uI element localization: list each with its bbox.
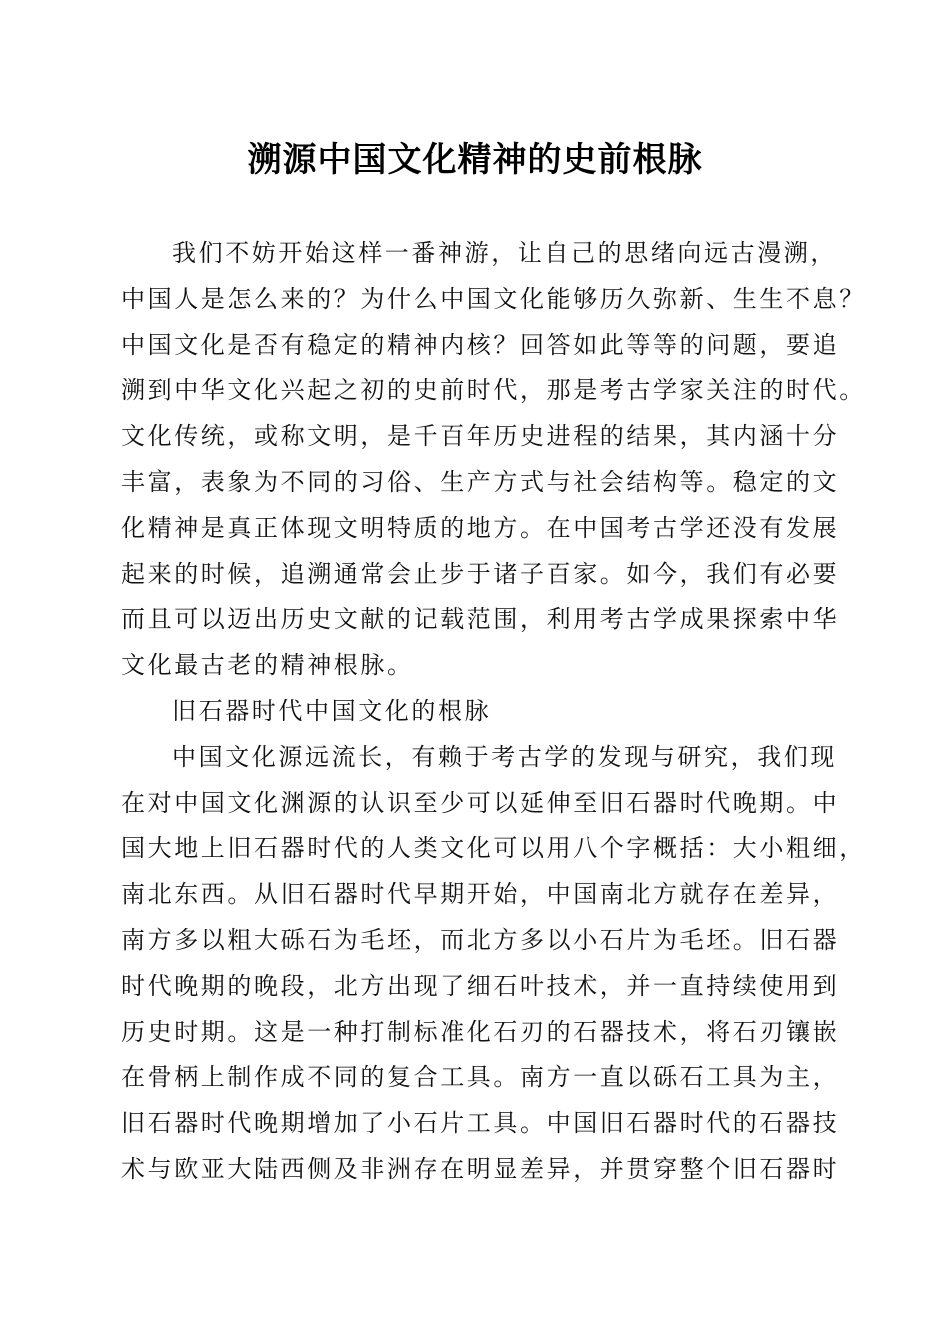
paragraph-line: 我们不妨开始这样一番神游，让自己的思绪向远古漫溯， [172, 239, 837, 267]
paragraph-line: 南北东西。从旧石器时代早期开始，中国南北方就存在差异， [121, 880, 840, 909]
paragraph-line: 时代晚期的晚段，北方出现了细石叶技术，并一直持续使用到 [121, 971, 840, 1000]
paragraph-line: 中国文化源远流长，有赖于考古学的发现与研究，我们现 [172, 742, 837, 771]
document-title: 溯源中国文化精神的史前根脉 [247, 140, 703, 180]
paragraph-line: 国大地上旧石器时代的人类文化可以用八个字概括：大小粗细， [121, 834, 866, 863]
paragraph-line: 化精神是真正体现文明特质的地方。在中国考古学还没有发展 [121, 513, 840, 542]
paragraph-line: 中国文化是否有稳定的精神内核？回答如此等等的问题，要追 [121, 330, 840, 359]
paragraph-line: 历史时期。这是一种打制标准化石刃的石器技术，将石刃镶嵌 [121, 1017, 840, 1046]
document-body [121, 231, 866, 1193]
paragraph-line: 在对中国文化渊源的认识至少可以延伸至旧石器时代晚期。中 [121, 788, 840, 817]
paragraph-line: 而且可以迈出历史文献的记载范围，利用考古学成果探索中华 [121, 605, 840, 634]
paragraph-line: 中国人是怎么来的？为什么中国文化能够历久弥新、生生不息？ [121, 284, 866, 313]
paragraph-line: 旧石器时代晚期增加了小石片工具。中国旧石器时代的石器技 [121, 1109, 840, 1138]
paragraph-line: 丰富，表象为不同的习俗、生产方式与社会结构等。稳定的文 [121, 467, 840, 496]
paragraph-line: 起来的时候，追溯通常会止步于诸子百家。如今，我们有必要 [121, 559, 840, 588]
section-heading: 旧石器时代中国文化的根脉 [172, 696, 492, 725]
paragraph-line: 南方多以粗大砾石为毛坯，而北方多以小石片为毛坯。旧石器 [121, 925, 840, 954]
paragraph-line: 在骨柄上制作成不同的复合工具。南方一直以砾石工具为主， [121, 1063, 840, 1092]
paragraph-line: 术与欧亚大陆西侧及非洲存在明显差异，并贯穿整个旧石器时 [121, 1154, 840, 1183]
paragraph-line: 文化最古老的精神根脉。 [121, 651, 414, 680]
paragraph-line: 溯到中华文化兴起之初的史前时代，那是考古学家关注的时代。 [121, 376, 866, 405]
paragraph-line: 文化传统，或称文明，是千百年历史进程的结果，其内涵十分 [121, 422, 840, 451]
